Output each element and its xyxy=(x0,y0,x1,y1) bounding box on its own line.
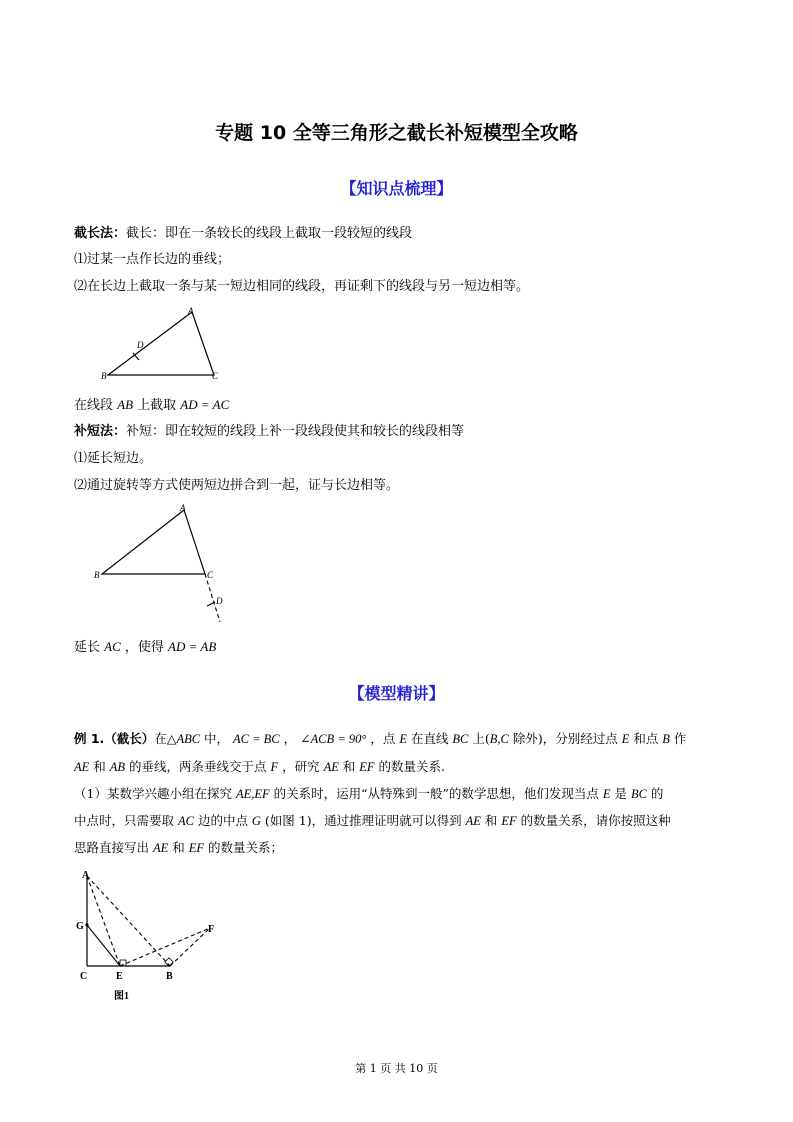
text: 在△ xyxy=(154,731,177,746)
label-a: A xyxy=(188,306,194,316)
jiechang-label: 截长法： xyxy=(74,226,127,241)
label-c: C xyxy=(80,971,88,982)
caption-text: 延长 xyxy=(74,640,105,655)
triangle-abc xyxy=(108,312,214,375)
text: 的垂线，两条垂线交于点 xyxy=(125,759,271,774)
buduan-definition xyxy=(74,420,464,439)
text: 作 xyxy=(669,731,687,746)
math: AE,EF xyxy=(235,787,270,801)
buduan-caption xyxy=(74,636,216,655)
math: ABC xyxy=(176,732,201,746)
section-heading-model: 【模型精讲】 xyxy=(348,684,445,703)
example-line-2 xyxy=(74,757,445,775)
buduan-label: 补短法： xyxy=(74,424,127,439)
math: ∠ACB = 90° xyxy=(300,732,367,746)
math: B,C xyxy=(489,732,509,746)
section-heading-knowledge: 【知识点梳理】 xyxy=(340,179,453,198)
segment-ab xyxy=(87,876,170,966)
text: 除外)，分别经过点 xyxy=(508,731,622,746)
jiechang-step-2: ⑵在长边上截取一条与某一短边相同的线段，再证剩下的线段与另一短边相等。 xyxy=(74,279,530,294)
caption-text: ，使得 xyxy=(120,640,169,655)
label-c: C xyxy=(207,570,214,580)
segment-ge xyxy=(87,925,120,966)
text: ，研究 xyxy=(278,759,324,774)
figure-caption: 图1 xyxy=(114,991,129,1002)
page-title: 专题 10 全等三角形之截长补短模型全攻略 xyxy=(215,122,578,144)
jiechang-definition xyxy=(74,222,412,241)
triangle-abc xyxy=(102,510,205,574)
math: AC xyxy=(177,814,194,828)
text: （1）某数学兴趣小组在探究 xyxy=(74,786,236,801)
jiechang-step-1: ⑴过某一点作长边的垂线； xyxy=(74,252,231,267)
math: AE xyxy=(152,841,169,855)
text: 的数量关系. xyxy=(374,759,446,774)
math: AC = BC xyxy=(233,732,280,746)
example-part1-line-1 xyxy=(74,784,663,802)
example-label: 例 1.（截长） xyxy=(74,731,155,746)
math: F xyxy=(270,760,279,774)
text: 思路直接写出 xyxy=(74,840,153,855)
figure-jiechang-triangle xyxy=(96,302,236,384)
text: 的 xyxy=(646,786,664,801)
page-footer: 第 1 页 共 10 页 xyxy=(355,1062,438,1075)
text: ，点 xyxy=(366,731,400,746)
math: AB xyxy=(109,760,126,774)
math: E xyxy=(399,732,407,746)
text: 边的中点 xyxy=(193,813,252,828)
jiechang-caption xyxy=(74,394,229,413)
example-line-1 xyxy=(74,729,686,747)
text: (如图 1)，通过推理证明就可以得到 xyxy=(260,813,466,828)
caption-ac: AC xyxy=(104,639,121,654)
buduan-text: 补短：即在较短的线段上补一段线段使其和较长的线段相等 xyxy=(126,424,465,439)
text: 和 xyxy=(480,813,502,828)
label-b: B xyxy=(101,371,107,381)
label-e: E xyxy=(116,971,123,982)
label-c: C xyxy=(212,371,219,381)
buduan-step-2: ⑵通过旋转等方式使两短边拼合到一起，证与长边相等。 xyxy=(74,478,400,493)
label-b: B xyxy=(94,570,100,580)
math: E xyxy=(621,732,630,746)
figure-1 xyxy=(70,866,230,1008)
segment-bf xyxy=(170,928,210,966)
label-a: A xyxy=(180,503,186,513)
example-part1-line-3 xyxy=(74,838,283,856)
text: 和 xyxy=(168,840,189,855)
figure-buduan-triangle xyxy=(88,500,238,630)
text: 的数量关系； xyxy=(204,840,283,855)
text: 中， xyxy=(200,731,233,746)
jiechang-text: 截长：即在一条较长的线段上截取一段较短的线段 xyxy=(126,226,413,241)
text: 和点 xyxy=(629,731,663,746)
text: 上( xyxy=(468,731,490,746)
text: 中点时，只需要取 xyxy=(74,813,178,828)
math: BC xyxy=(452,732,469,746)
text: 在直线 xyxy=(406,731,453,746)
text: ， xyxy=(279,731,301,746)
caption-text: 上截取 xyxy=(133,398,181,413)
math: G xyxy=(251,814,261,828)
caption-eq: AD = AC xyxy=(180,397,230,412)
example-part1-line-2 xyxy=(74,811,671,829)
point-g xyxy=(85,923,88,926)
math: AE xyxy=(465,814,481,828)
label-d: D xyxy=(137,340,144,350)
math: B xyxy=(662,732,670,746)
math: EF xyxy=(501,814,517,828)
math: EF xyxy=(188,841,204,855)
buduan-step-1: ⑴延长短边。 xyxy=(74,451,153,466)
text: 是 xyxy=(610,786,631,801)
math: AE xyxy=(74,760,90,774)
caption-text: 在线段 xyxy=(74,398,118,413)
caption-ab: AB xyxy=(117,397,134,412)
math: BC xyxy=(630,787,647,801)
segment-ae xyxy=(87,876,120,966)
label-d: D xyxy=(216,596,223,606)
caption-eq: AD = AB xyxy=(168,639,217,654)
label-b: B xyxy=(166,971,173,982)
math: EF xyxy=(359,760,375,774)
math: AE xyxy=(323,760,339,774)
math: E xyxy=(602,787,611,801)
text: 和 xyxy=(338,759,360,774)
text: 的关系时，运用“从特殊到一般”的数学思想，他们发现当点 xyxy=(269,786,603,801)
label-a: A xyxy=(82,870,90,881)
label-g: G xyxy=(76,921,84,932)
text: 和 xyxy=(89,759,110,774)
label-f: F xyxy=(208,924,215,935)
text: 的数量关系，请你按照这种 xyxy=(516,813,671,828)
